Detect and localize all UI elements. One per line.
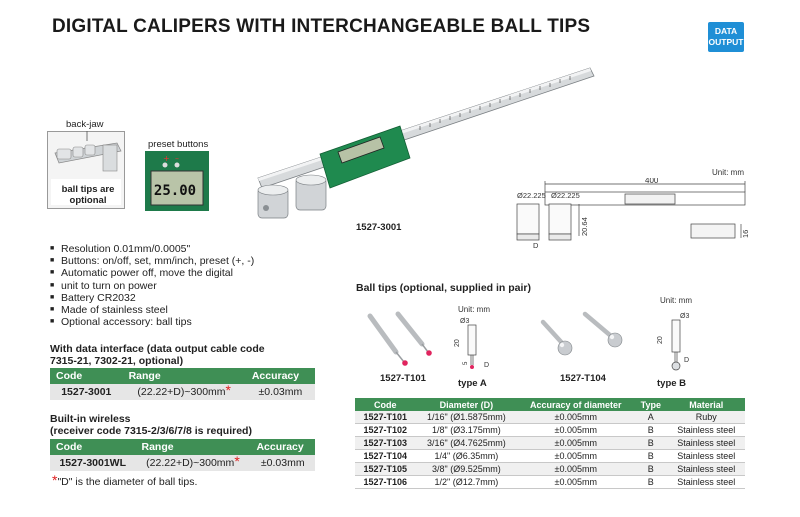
cell-accuracy: ±0.03mm xyxy=(250,455,315,471)
wireless-heading xyxy=(50,413,252,437)
cell-accuracy: ±0.005mm xyxy=(517,463,634,476)
col-code: Code xyxy=(355,398,416,411)
col-code: Code xyxy=(50,368,123,384)
ball-tips-heading: Ball tips (optional, supplied in pair) xyxy=(356,282,532,294)
cell-type: B xyxy=(634,450,667,463)
cell-accuracy: ±0.005mm xyxy=(517,476,634,489)
minus-button-icon xyxy=(175,163,180,168)
cell-type: B xyxy=(634,424,667,437)
cell-type: B xyxy=(634,476,667,489)
asterisk-icon: * xyxy=(52,472,58,488)
preset-buttons-label: preset buttons xyxy=(148,139,209,150)
tip-a-dim-5: 5 xyxy=(463,361,469,365)
table-row xyxy=(50,455,315,471)
col-code: Code xyxy=(50,439,136,455)
col-range: Range xyxy=(136,439,251,455)
cell-diameter: 3/16" (Ø4.7625mm) xyxy=(416,437,518,450)
tip-b-dim-D: D xyxy=(684,357,690,364)
cell-material: Stainless steel xyxy=(667,437,745,450)
cell-range xyxy=(136,455,251,471)
table-row xyxy=(355,411,745,424)
ruby-tips-photo xyxy=(362,310,442,370)
data-output-badge xyxy=(708,22,744,52)
table-row xyxy=(355,437,745,450)
dim-20-64: 20.64 xyxy=(580,217,589,236)
cell-code: 1527-3001 xyxy=(50,384,123,400)
cell-code: 1527-T104 xyxy=(355,450,416,463)
note-line-1: ball tips are xyxy=(61,184,115,195)
tip-a-type: type A xyxy=(458,378,487,389)
preset-minus-sign: – xyxy=(175,154,179,163)
dim-diameter-2: Ø22.225 xyxy=(551,191,580,200)
cell-material: Stainless steel xyxy=(667,476,745,489)
col-range: Range xyxy=(123,368,246,384)
drawing-unit-label: Unit: mm xyxy=(712,168,744,177)
tip-b-dim-d3: Ø3 xyxy=(680,313,690,320)
cell-material: Stainless steel xyxy=(667,463,745,476)
dim-16: 16 xyxy=(741,229,750,238)
col-accuracy: Accuracy xyxy=(246,368,315,384)
feature-item: ■ Buttons: on/off, set, mm/inch, preset (+, -) xyxy=(50,255,300,267)
cell-accuracy: ±0.005mm xyxy=(517,424,634,437)
asterisk-icon: * xyxy=(225,382,231,398)
tip-a-model: 1527-T101 xyxy=(380,373,426,384)
cell-diameter: 1/8" (Ø3.175mm) xyxy=(416,424,518,437)
cell-type: B xyxy=(634,437,667,450)
data-interface-table xyxy=(50,368,315,400)
feature-item: ■ Battery CR2032 xyxy=(50,292,300,304)
wireless-table xyxy=(50,439,315,471)
feature-list xyxy=(50,243,300,328)
col-type: Type xyxy=(634,398,667,411)
dim-diameter-1: Ø22.225 xyxy=(517,191,546,200)
feature-item: ■ Resolution 0.01mm/0.0005" xyxy=(50,243,300,255)
cell-material: Ruby xyxy=(667,411,745,424)
tip-a-drawing xyxy=(450,315,495,375)
footnote-text: "D" is the diameter of ball tips. xyxy=(57,476,198,488)
cell-accuracy: ±0.005mm xyxy=(517,411,634,424)
cell-code: 1527-T101 xyxy=(355,411,416,424)
table-header-row xyxy=(355,398,745,411)
feature-item: ■ Optional accessory: ball tips xyxy=(50,316,300,328)
note-line-2: optional xyxy=(69,195,107,206)
col-accuracy: Accuracy xyxy=(250,439,315,455)
cell-material: Stainless steel xyxy=(667,424,745,437)
caliper-beam xyxy=(258,68,594,188)
tip-a-unit-label: Unit: mm xyxy=(458,305,490,314)
preset-buttons-photo xyxy=(145,151,209,211)
asterisk-icon: * xyxy=(234,453,240,469)
cell-code: 1527-T102 xyxy=(355,424,416,437)
cell-diameter: 3/8" (Ø9.525mm) xyxy=(416,463,518,476)
back-jaw-label: back-jaw xyxy=(66,119,104,130)
range-text: (22.22+D)~300mm xyxy=(146,457,235,469)
cell-code: 1527-T103 xyxy=(355,437,416,450)
tip-a-dim-d3: Ø3 xyxy=(460,318,470,325)
heading-line-1: With data interface (data output cable code xyxy=(50,343,265,355)
footnote xyxy=(52,472,198,488)
badge-line-1: DATA xyxy=(714,26,738,36)
cell-code: 1527-T106 xyxy=(355,476,416,489)
table-row xyxy=(355,424,745,437)
tip-b-drawing xyxy=(650,308,695,374)
heading-line-2: 7315-21, 7302-21, optional) xyxy=(50,355,184,367)
table-row xyxy=(355,476,745,489)
feature-item: ■ Automatic power off, move the digital xyxy=(50,267,300,279)
technical-drawing xyxy=(505,178,755,250)
page-title: DIGITAL CALIPERS WITH INTERCHANGEABLE BALL TIPS xyxy=(52,16,591,37)
table-row xyxy=(355,450,745,463)
range-text: (22.22+D)~300mm xyxy=(137,386,226,398)
cell-accuracy: ±0.005mm xyxy=(517,450,634,463)
caliper-digital-unit xyxy=(320,126,410,188)
tip-b-dim-20: 20 xyxy=(657,336,664,344)
cell-code: 1527-3001WL xyxy=(50,455,136,471)
ball-tips-table xyxy=(355,398,745,489)
cell-accuracy: ±0.005mm xyxy=(517,437,634,450)
main-model-label: 1527-3001 xyxy=(356,222,402,233)
cell-range xyxy=(123,384,246,400)
dim-D: D xyxy=(533,241,539,250)
cell-code: 1527-T105 xyxy=(355,463,416,476)
badge-line-2: OUTPUT xyxy=(708,37,744,47)
feature-item-continuation: ■ unit to turn on power xyxy=(50,280,300,292)
cell-type: A xyxy=(634,411,667,424)
table-header-row xyxy=(50,439,315,455)
lcd-reading: 25.00 xyxy=(153,183,197,199)
col-diameter: Diameter (D) xyxy=(416,398,518,411)
dim-400: 400 xyxy=(645,178,659,185)
cell-type: B xyxy=(634,463,667,476)
tip-b-unit-label: Unit: mm xyxy=(660,296,692,305)
col-accuracy: Accuracy of diameter xyxy=(517,398,634,411)
col-material: Material xyxy=(667,398,745,411)
feature-item: ■ Made of stainless steel xyxy=(50,304,300,316)
ball-tips-optional-note xyxy=(58,184,118,206)
cell-accuracy: ±0.03mm xyxy=(246,384,315,400)
data-interface-heading xyxy=(50,343,265,367)
tip-a-dim-20: 20 xyxy=(454,339,461,347)
cell-diameter: 1/4" (Ø6.35mm) xyxy=(416,450,518,463)
cell-diameter: 1/16" (Ø1.5875mm) xyxy=(416,411,518,424)
tip-a-dim-D: D xyxy=(484,362,490,369)
tip-b-model: 1527-T104 xyxy=(560,373,606,384)
preset-plus-sign: + xyxy=(163,154,170,163)
table-header-row xyxy=(50,368,315,384)
steel-tips-photo xyxy=(535,310,635,370)
plus-button-icon xyxy=(163,163,168,168)
table-row xyxy=(50,384,315,400)
heading-line-2: (receiver code 7315-2/3/6/7/8 is required) xyxy=(50,425,252,437)
heading-line-1: Built-in wireless xyxy=(50,413,131,425)
cell-material: Stainless steel xyxy=(667,450,745,463)
cell-diameter: 1/2" (Ø12.7mm) xyxy=(416,476,518,489)
table-row xyxy=(355,463,745,476)
tip-b-type: type B xyxy=(657,378,687,389)
